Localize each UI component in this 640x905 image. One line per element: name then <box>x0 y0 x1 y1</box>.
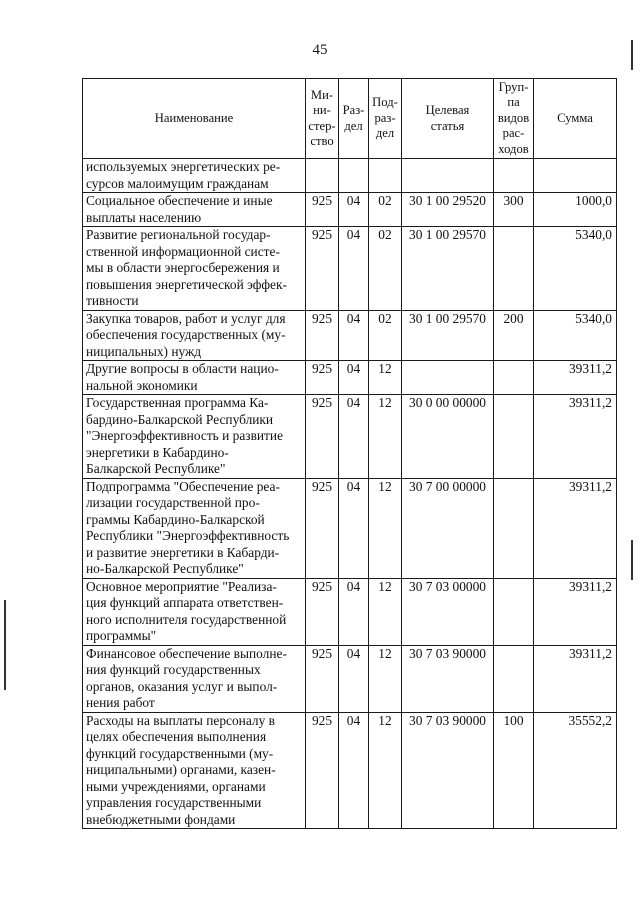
cell-name: Государственная программа Ка- бардино-Балкарской Республики "Энергоэффективность и развитие энергетики в Кабардино- Балкарской Республике" <box>83 395 306 479</box>
cell-subsection <box>369 159 402 193</box>
cell-sum: 39311,2 <box>534 645 617 712</box>
cell-expense-group: 300 <box>494 193 534 227</box>
cell-subsection: 12 <box>369 395 402 479</box>
cell-name: Расходы на выплаты персоналу в целях обеспечения выполнения функций государственными (му- ниципальными) органами, казен- ными учреждениями, органами управления государственными внебюджетными фондами <box>83 712 306 829</box>
cell-ministry: 925 <box>306 395 339 479</box>
cell-subsection: 02 <box>369 227 402 311</box>
header-sum: Сумма <box>534 79 617 159</box>
header-ministry: Ми- ни- стер- ство <box>306 79 339 159</box>
cell-target: 30 7 03 00000 <box>402 578 494 645</box>
cell-section: 04 <box>339 478 369 578</box>
cell-section <box>339 159 369 193</box>
cell-subsection: 12 <box>369 361 402 395</box>
cell-subsection: 12 <box>369 578 402 645</box>
cell-section: 04 <box>339 193 369 227</box>
cell-name: Финансовое обеспечение выполне- ния функций государственных органов, оказания услуг и выпол- нения работ <box>83 645 306 712</box>
cell-name: Развитие региональной государ- ственной информационной систе- мы в области энергосбережения и повышения энергетической эффек- тивности <box>83 227 306 311</box>
cell-name: Другие вопросы в области нацио- нальной экономики <box>83 361 306 395</box>
cell-ministry: 925 <box>306 361 339 395</box>
cell-subsection: 12 <box>369 478 402 578</box>
table-row <box>83 227 617 311</box>
header-name: Наименование <box>83 79 306 159</box>
cell-target: 30 1 00 29570 <box>402 310 494 361</box>
cell-target: 30 7 03 90000 <box>402 645 494 712</box>
cell-ministry: 925 <box>306 310 339 361</box>
cell-target: 30 1 00 29520 <box>402 193 494 227</box>
scan-artifact <box>631 40 633 70</box>
cell-target <box>402 361 494 395</box>
cell-ministry: 925 <box>306 193 339 227</box>
page-number: 45 <box>312 42 328 58</box>
cell-expense-group <box>494 227 534 311</box>
cell-ministry: 925 <box>306 578 339 645</box>
cell-ministry: 925 <box>306 478 339 578</box>
header-expense-group: Груп- па видов рас- ходов <box>494 79 534 159</box>
cell-sum: 39311,2 <box>534 478 617 578</box>
scan-artifact <box>4 600 6 690</box>
cell-target <box>402 159 494 193</box>
cell-section: 04 <box>339 578 369 645</box>
cell-expense-group <box>494 578 534 645</box>
cell-name: Социальное обеспечение и иные выплаты населению <box>83 193 306 227</box>
table-row <box>83 193 617 227</box>
header-target: Целевая статья <box>402 79 494 159</box>
cell-ministry: 925 <box>306 712 339 829</box>
budget-table <box>82 78 617 829</box>
cell-expense-group: 200 <box>494 310 534 361</box>
table-row <box>83 395 617 479</box>
table-row <box>83 645 617 712</box>
cell-expense-group: 100 <box>494 712 534 829</box>
cell-expense-group <box>494 361 534 395</box>
scan-artifact <box>631 540 633 580</box>
cell-expense-group <box>494 645 534 712</box>
cell-target: 30 7 03 90000 <box>402 712 494 829</box>
cell-name: Основное мероприятие "Реализа- ция функций аппарата ответствен- ного исполнителя государственной программы" <box>83 578 306 645</box>
cell-section: 04 <box>339 361 369 395</box>
cell-name: Подпрограмма "Обеспечение реа- лизации государственной про- граммы Кабардино-Балкарской Республики "Энергоэффективность и развитие энергетики в Кабарди- но-Балкарской Республике" <box>83 478 306 578</box>
cell-sum <box>534 159 617 193</box>
cell-section: 04 <box>339 227 369 311</box>
cell-target: 30 1 00 29570 <box>402 227 494 311</box>
cell-sum: 39311,2 <box>534 578 617 645</box>
cell-ministry: 925 <box>306 645 339 712</box>
header-section: Раз- дел <box>339 79 369 159</box>
cell-section: 04 <box>339 645 369 712</box>
table-header-row <box>83 79 617 159</box>
table-row <box>83 578 617 645</box>
cell-subsection: 02 <box>369 310 402 361</box>
cell-name: используемых энергетических ре- сурсов малоимущим гражданам <box>83 159 306 193</box>
table-row <box>83 712 617 829</box>
cell-sum: 35552,2 <box>534 712 617 829</box>
table-row <box>83 310 617 361</box>
cell-subsection: 02 <box>369 193 402 227</box>
cell-ministry: 925 <box>306 227 339 311</box>
cell-sum: 1000,0 <box>534 193 617 227</box>
cell-sum: 5340,0 <box>534 310 617 361</box>
cell-subsection: 12 <box>369 712 402 829</box>
table-row <box>83 159 617 193</box>
cell-name: Закупка товаров, работ и услуг для обеспечения государственных (му- ниципальных) нужд <box>83 310 306 361</box>
cell-sum: 5340,0 <box>534 227 617 311</box>
cell-expense-group <box>494 478 534 578</box>
cell-expense-group <box>494 395 534 479</box>
cell-target: 30 7 00 00000 <box>402 478 494 578</box>
cell-subsection: 12 <box>369 645 402 712</box>
cell-expense-group <box>494 159 534 193</box>
table-row <box>83 478 617 578</box>
cell-section: 04 <box>339 395 369 479</box>
table-row <box>83 361 617 395</box>
cell-section: 04 <box>339 310 369 361</box>
cell-target: 30 0 00 00000 <box>402 395 494 479</box>
cell-section: 04 <box>339 712 369 829</box>
cell-sum: 39311,2 <box>534 361 617 395</box>
cell-sum: 39311,2 <box>534 395 617 479</box>
cell-ministry <box>306 159 339 193</box>
header-subsection: Под- раз- дел <box>369 79 402 159</box>
